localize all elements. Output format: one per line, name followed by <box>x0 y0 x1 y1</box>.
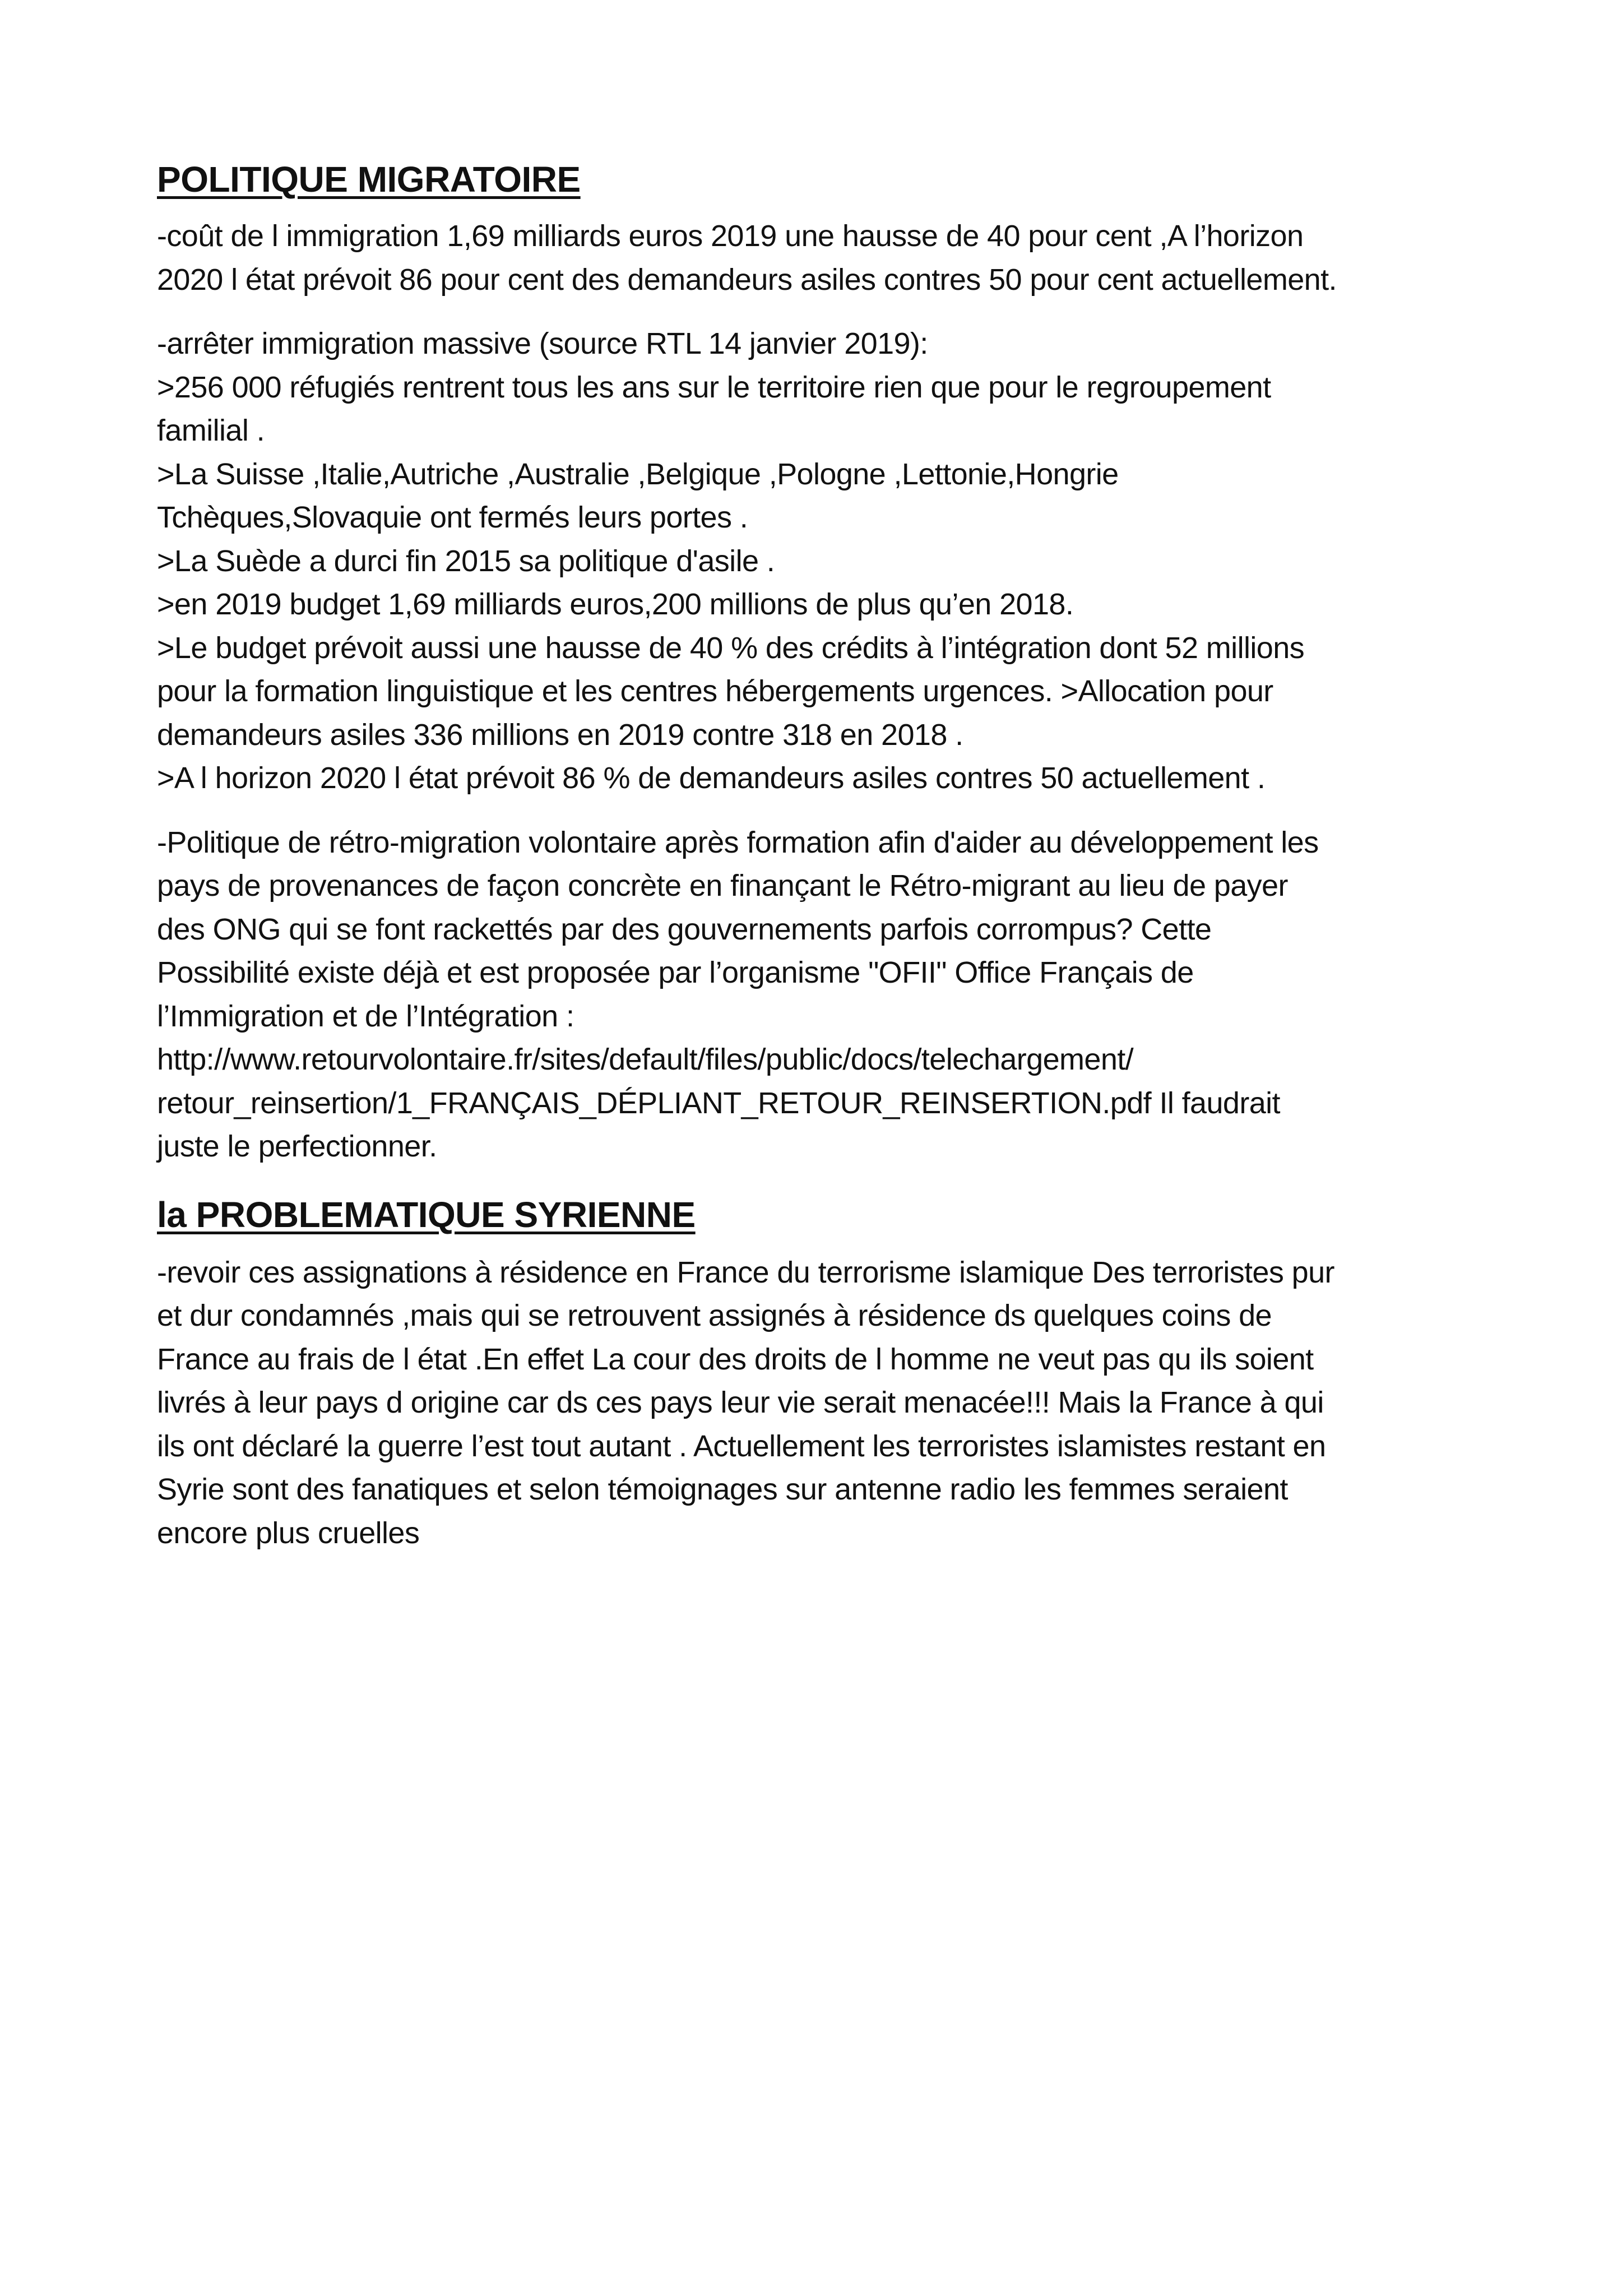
text-line: >A l horizon 2020 l état prévoit 86 % de demandeurs asiles contres 50 actuellement . <box>157 761 1266 795</box>
text-line: encore plus cruelles <box>157 1516 420 1550</box>
text-line: >en 2019 budget 1,69 milliards euros,200 millions de plus qu’en 2018. <box>157 587 1074 621</box>
section-heading-politique-migratoire: POLITIQUE MIGRATOIRE <box>157 159 581 200</box>
paragraph-assignations-residence <box>157 1251 1485 1556</box>
document-page <box>157 154 1485 1576</box>
text-line: Syrie sont des fanatiques et selon témoignages sur antenne radio les femmes seraient <box>157 1473 1288 1506</box>
text-line: et dur condamnés ,mais qui se retrouvent assignés à résidence ds quelques coins de <box>157 1299 1272 1332</box>
paragraph-arreter-immigration <box>157 322 1485 800</box>
text-line: demandeurs asiles 336 millions en 2019 contre 318 en 2018 . <box>157 718 963 752</box>
text-line: -Politique de rétro-migration volontaire après formation afin d'aider au développement les <box>157 825 1319 859</box>
text-line: juste le perfectionner. <box>157 1130 437 1163</box>
text-line: pays de provenances de façon concrète en finançant le Rétro-migrant au lieu de payer <box>157 869 1288 902</box>
text-line: -arrêter immigration massive (source RTL 14 janvier 2019): <box>157 327 928 360</box>
text-line: Possibilité existe déjà et est proposée par l’organisme "OFII" Office Français de <box>157 956 1194 989</box>
text-line: retour_reinsertion/1_FRANÇAIS_DÉPLIANT_RETOUR_REINSERTION.pdf Il faudrait <box>157 1086 1280 1120</box>
text-line: >256 000 réfugiés rentrent tous les ans sur le territoire rien que pour le regroupement <box>157 370 1271 404</box>
text-line: -revoir ces assignations à résidence en France du terrorisme islamique Des terroristes pur <box>157 1255 1334 1289</box>
text-line: familial . <box>157 414 265 447</box>
text-line: 2020 l état prévoit 86 pour cent des demandeurs asiles contres 50 pour cent actuellement. <box>157 262 1337 297</box>
text-line: >Le budget prévoit aussi une hausse de 40 % des crédits à l’intégration dont 52 millions <box>157 631 1305 665</box>
text-line: ils ont déclaré la guerre l’est tout autant . Actuellement les terroristes islamistes restant en <box>157 1429 1326 1463</box>
text-line: >La Suisse ,Italie,Autriche ,Australie ,Belgique ,Pologne ,Lettonie,Hongrie <box>157 457 1119 491</box>
text-line: http://www.retourvolontaire.fr/sites/default/files/public/docs/telechargement/ <box>157 1043 1134 1076</box>
text-line: l’Immigration et de l’Intégration : <box>157 999 574 1033</box>
text-line: Tchèques,Slovaquie ont fermés leurs portes . <box>157 501 748 534</box>
text-line: pour la formation linguistique et les centres hébergements urgences. >Allocation pour <box>157 674 1273 708</box>
text-line: des ONG qui se font rackettés par des gouvernements parfois corrompus? Cette <box>157 912 1212 946</box>
text-line: livrés à leur pays d origine car ds ces pays leur vie serait menacée!!! Mais la France à qui <box>157 1386 1324 1419</box>
section-heading-problematique-syrienne: la PROBLEMATIQUE SYRIENNE <box>157 1194 696 1235</box>
text-line: -coût de l immigration 1,69 milliards euros 2019 une hausse de 40 pour cent ,A l’horizon <box>157 219 1304 253</box>
text-line: France au frais de l état .En effet La cour des droits de l homme ne veut pas qu ils soient <box>157 1342 1314 1376</box>
text-line: >La Suède a durci fin 2015 sa politique d'asile . <box>157 544 775 578</box>
paragraph-retro-migration <box>157 821 1485 1169</box>
paragraph-cout-immigration <box>157 215 1485 302</box>
